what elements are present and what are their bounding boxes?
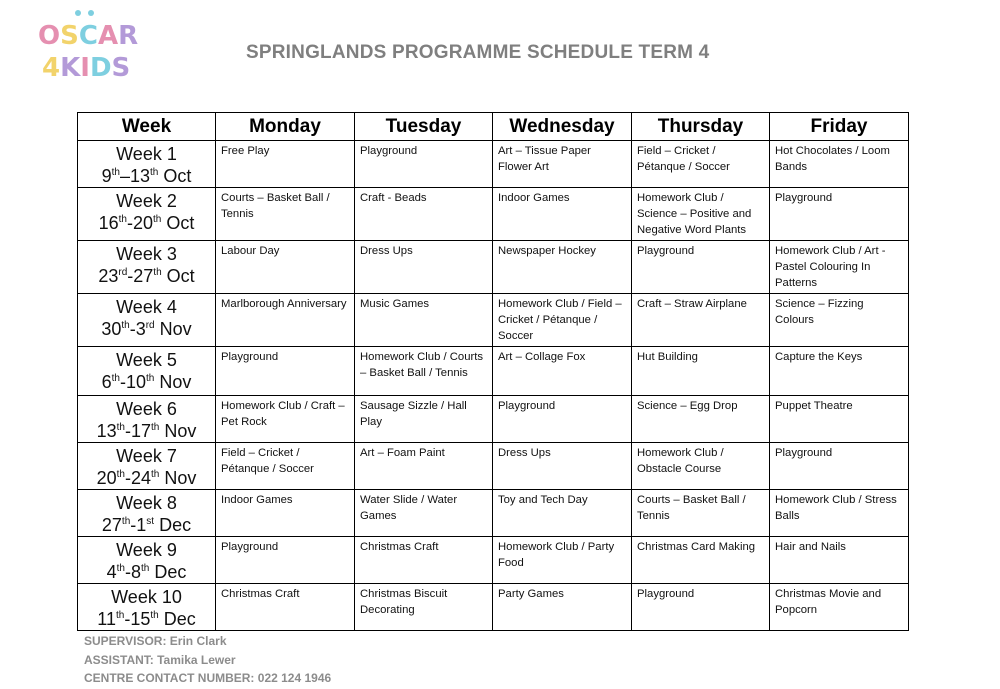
activity-cell: Homework Club / Obstacle Course <box>632 443 770 490</box>
activity-cell: Christmas Card Making <box>632 537 770 584</box>
column-header: Tuesday <box>355 113 493 141</box>
activity-cell: Playground <box>632 241 770 294</box>
schedule-content <box>77 112 908 688</box>
activity-cell: Marlborough Anniversary <box>216 294 355 347</box>
page-title: SPRINGLANDS PROGRAMME SCHEDULE TERM 4 <box>246 42 710 63</box>
week-cell <box>78 347 216 396</box>
assistant: ASSISTANT: Tamika Lewer <box>84 652 236 667</box>
activity-cell: Hair and Nails <box>770 537 909 584</box>
activity-cell: Science – Fizzing Colours <box>770 294 909 347</box>
column-header: Friday <box>770 113 909 141</box>
activity-cell: Dress Ups <box>493 443 632 490</box>
table-row <box>78 443 909 490</box>
week-label: Week 5 <box>116 350 177 370</box>
activity-cell: Christmas Movie and Popcorn <box>770 584 909 631</box>
activity-cell: Sausage Sizzle / Hall Play <box>355 396 493 443</box>
table-row <box>78 141 909 188</box>
table-row <box>78 241 909 294</box>
activity-cell: Science – Egg Drop <box>632 396 770 443</box>
column-header: Week <box>78 113 216 141</box>
week-label: Week 1 <box>116 144 177 164</box>
week-dates: 27th-1st Dec <box>101 515 192 535</box>
week-dates: 11th-15th Dec <box>97 609 196 629</box>
activity-cell: Homework Club / Science – Positive and Negative Word Plants <box>632 188 770 241</box>
week-cell <box>78 294 216 347</box>
activity-cell: Newspaper Hockey <box>493 241 632 294</box>
week-label: Week 2 <box>116 191 177 211</box>
week-label: Week 10 <box>111 587 182 607</box>
table-row <box>78 188 909 241</box>
week-label: Week 7 <box>116 446 177 466</box>
week-cell <box>78 443 216 490</box>
week-label: Week 4 <box>116 297 177 317</box>
activity-cell: Free Play <box>216 141 355 188</box>
logo-antenna-icon <box>75 10 81 16</box>
activity-cell: Music Games <box>355 294 493 347</box>
column-header: Wednesday <box>493 113 632 141</box>
activity-cell: Indoor Games <box>493 188 632 241</box>
activity-cell: Field – Cricket / Pétanque / Soccer <box>216 443 355 490</box>
week-cell <box>78 584 216 631</box>
activity-cell: Homework Club / Field – Cricket / Pétanque / Soccer <box>493 294 632 347</box>
footer <box>84 632 908 688</box>
activity-cell: Toy and Tech Day <box>493 490 632 537</box>
activity-cell: Playground <box>632 584 770 631</box>
table-row <box>78 347 909 396</box>
activity-cell: Playground <box>493 396 632 443</box>
activity-cell: Labour Day <box>216 241 355 294</box>
column-header: Monday <box>216 113 355 141</box>
oscar-4kids-logo <box>36 6 164 82</box>
activity-cell: Hut Building <box>632 347 770 396</box>
logo-line-1: OSCAR <box>38 21 139 51</box>
activity-cell: Art – Tissue Paper Flower Art <box>493 141 632 188</box>
column-header: Thursday <box>632 113 770 141</box>
week-cell <box>78 537 216 584</box>
activity-cell: Dress Ups <box>355 241 493 294</box>
activity-cell: Art – Foam Paint <box>355 443 493 490</box>
table-row <box>78 396 909 443</box>
schedule-table <box>77 112 909 631</box>
table-row <box>78 294 909 347</box>
week-dates: 6th-10th Nov <box>101 372 192 392</box>
activity-cell: Playground <box>216 347 355 396</box>
logo-line-2: 4KIDS <box>42 53 131 82</box>
activity-cell: Puppet Theatre <box>770 396 909 443</box>
activity-cell: Water Slide / Water Games <box>355 490 493 537</box>
activity-cell: Playground <box>770 443 909 490</box>
activity-cell: Courts – Basket Ball / Tennis <box>216 188 355 241</box>
week-cell <box>78 490 216 537</box>
activity-cell: Craft – Straw Airplane <box>632 294 770 347</box>
activity-cell: Art – Collage Fox <box>493 347 632 396</box>
activity-cell: Christmas Craft <box>216 584 355 631</box>
supervisor: SUPERVISOR: Erin Clark <box>84 634 227 648</box>
contact-number: CENTRE CONTACT NUMBER: 022 124 1946 <box>84 671 332 685</box>
week-dates: 23rd-27th Oct <box>98 266 195 286</box>
week-dates: 16th-20th Oct <box>98 213 195 233</box>
activity-cell: Playground <box>355 141 493 188</box>
week-cell <box>78 188 216 241</box>
activity-cell: Homework Club / Courts – Basket Ball / Tennis <box>355 347 493 396</box>
activity-cell: Homework Club / Party Food <box>493 537 632 584</box>
activity-cell: Hot Chocolates / Loom Bands <box>770 141 909 188</box>
week-dates: 4th-8th Dec <box>106 562 187 582</box>
activity-cell: Homework Club / Art - Pastel Colouring In Patterns <box>770 241 909 294</box>
activity-cell: Homework Club / Stress Balls <box>770 490 909 537</box>
activity-cell: Craft - Beads <box>355 188 493 241</box>
week-cell <box>78 241 216 294</box>
week-cell <box>78 396 216 443</box>
week-label: Week 3 <box>116 244 177 264</box>
table-row <box>78 490 909 537</box>
table-row <box>78 537 909 584</box>
activity-cell: Christmas Craft <box>355 537 493 584</box>
week-dates: 30th-3rd Nov <box>101 319 192 339</box>
activity-cell: Party Games <box>493 584 632 631</box>
activity-cell: Playground <box>216 537 355 584</box>
activity-cell: Homework Club / Craft – Pet Rock <box>216 396 355 443</box>
week-label: Week 9 <box>116 540 177 560</box>
activity-cell: Capture the Keys <box>770 347 909 396</box>
header-row <box>78 113 909 141</box>
activity-cell: Christmas Biscuit Decorating <box>355 584 493 631</box>
week-dates: 9th–13th Oct <box>101 166 192 186</box>
week-label: Week 8 <box>116 493 177 513</box>
week-label: Week 6 <box>116 399 177 419</box>
logo-antenna-icon <box>88 10 94 16</box>
activity-cell: Courts – Basket Ball / Tennis <box>632 490 770 537</box>
week-dates: 13th-17th Nov <box>96 421 197 441</box>
activity-cell: Indoor Games <box>216 490 355 537</box>
table-row <box>78 584 909 631</box>
activity-cell: Field – Cricket / Pétanque / Soccer <box>632 141 770 188</box>
week-dates: 20th-24th Nov <box>96 468 197 488</box>
activity-cell: Playground <box>770 188 909 241</box>
week-cell <box>78 141 216 188</box>
